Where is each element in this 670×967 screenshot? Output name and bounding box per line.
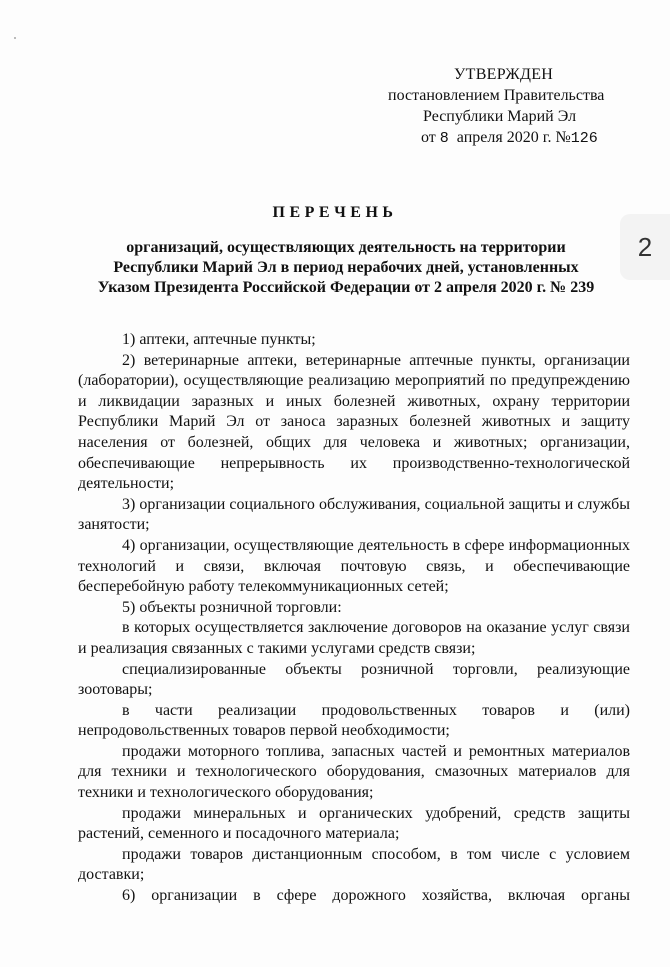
list-item-pharmacies: 1) аптеки, аптечные пункты; — [122, 331, 316, 348]
subtitle-line-2: Республики Марий Эл в период нерабочих дней, установленных — [113, 259, 579, 276]
approval-stamp-block — [386, 64, 656, 149]
approval-date-day: 8 — [439, 130, 449, 147]
subtitle-line-3: Указом Президента Российской Федерации от 2 апреля 2020 г. № 239 — [97, 279, 595, 296]
page-number-badge: 2 — [620, 214, 670, 280]
subtitle-line-1: организаций, осуществляющих деятельность на территории — [126, 239, 566, 256]
approval-line-republic: Республики Марий Эл — [423, 108, 577, 125]
approval-date-prefix: от — [421, 129, 436, 146]
approval-number: 126 — [570, 130, 598, 147]
list-item-road-maintenance: 6) организации в сфере дорожного хозяйства, включая органы — [122, 887, 630, 905]
approval-line-date — [386, 127, 656, 149]
document-subtitle — [72, 238, 620, 298]
retail-subitem-essentials: в части реализации продовольственных товаров и (или) непродовольственных товаров первой необходимости; — [78, 701, 630, 740]
approval-line-resolution: постановлением Правительства — [388, 87, 605, 104]
scan-speck — [14, 37, 16, 39]
retail-subitem-fuel-parts: продажи моторного топлива, запасных частей и ремонтных материалов для техники и технологического оборудования, смазочных материалов для техники и технологического оборудования; — [78, 742, 630, 802]
approval-date-middle: апреля 2020 г. № — [456, 129, 571, 146]
retail-subitem-pet-goods: специализированные объекты розничной торговли, реализующие зоотовары; — [78, 660, 630, 699]
list-item-veterinary: 2) ветеринарные аптеки, ветеринарные аптечные пункты, организации (лаборатории), осуществляющие реализацию мероприятий по предупреждению и ликвидации заразных и иных болезней животных, охрану территории Республики Марий Эл от заноса заразных болезней животных и защиту населения от болезней, общих для человека и животных; организации, обеспечивающие непрерывность их производственно-технологической деятельности; — [78, 351, 630, 493]
document-body — [78, 330, 630, 907]
document-title: ПЕРЕЧЕНЬ — [272, 204, 398, 221]
list-item-social-services: 3) организации социального обслуживания, социальной защиты и службы занятости; — [78, 495, 630, 534]
approval-heading: УТВЕРЖДЕН — [454, 66, 554, 83]
retail-subitem-fertilizers: продажи минеральных и органических удобрений, средств защиты растений, семенного и посадочного материала; — [78, 804, 630, 843]
retail-subitem-remote-sales: продажи товаров дистанционным способом, в том числе с условием доставки; — [78, 845, 630, 884]
list-item-it-communications: 4) организации, осуществляющие деятельность в сфере информационных технологий и связи, включая почтовую связь, и обеспечивающие бесперебойную работу телекоммуникационных сетей; — [78, 536, 630, 596]
list-item-retail: 5) объекты розничной торговли: — [122, 598, 342, 616]
retail-subitem-communications: в которых осуществляется заключение договоров на оказание услуг связи и реализация связанных с такими услугами средств связи; — [78, 619, 630, 657]
